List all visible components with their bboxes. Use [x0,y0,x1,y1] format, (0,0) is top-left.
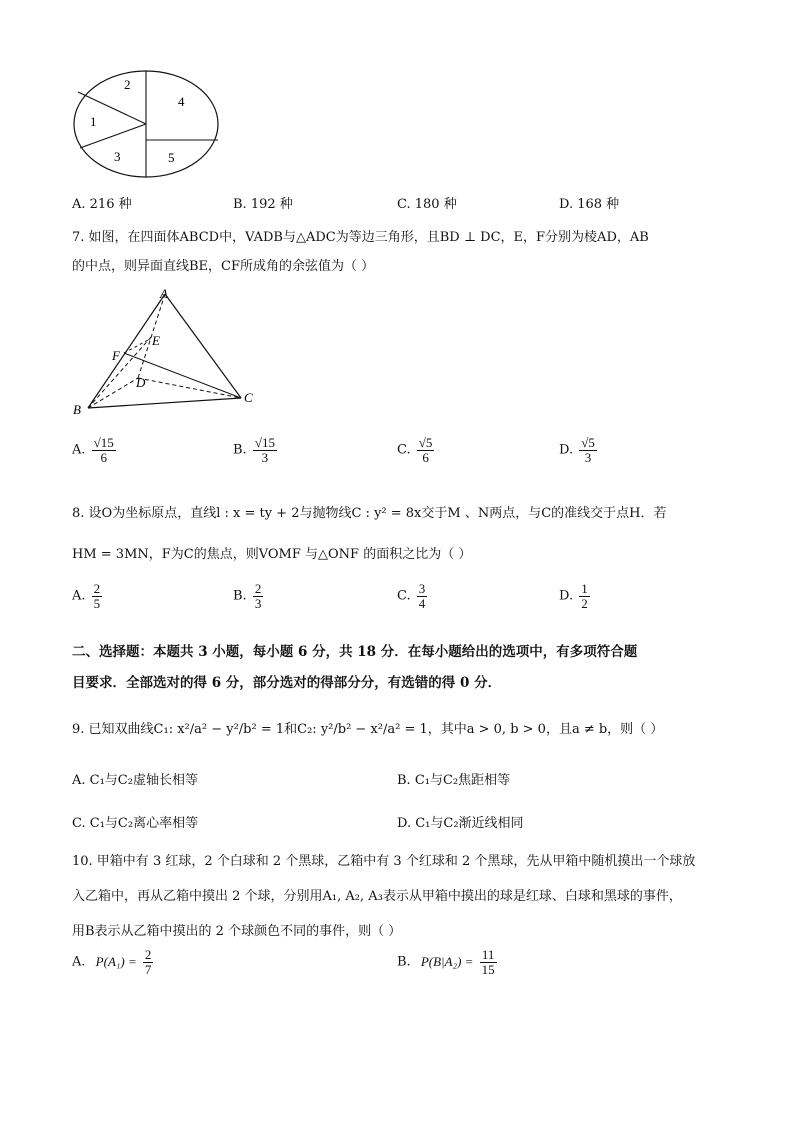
q10-option-b [397,948,499,976]
q10-option-b-den: 15 [481,961,495,977]
point-f-label: F [112,348,120,363]
q8-option-b-letter: B. [233,588,247,604]
partition-figure [70,68,222,180]
q9-option-d: D. C₁与C₂渐近线相同 [397,816,524,831]
q10-option-a-expr: P(A₁) = [95,953,137,969]
q8-option-c [397,582,429,610]
q7-option-a-den: 6 [100,449,107,465]
region-3-label: 3 [114,149,121,164]
q10-option-a-num: 2 [144,947,152,962]
q7-stem-line1: 7. 如图，在四面体ABCD中，VADB与△ADC为等边三角形，且BD ⊥ DC，E，F分别为棱AD，AB [72,230,649,245]
q10-option-b-letter: B. [397,954,411,970]
q9-stem: 9. 已知双曲线C₁: x²/a² − y²/b² = 1和C₂: y²/b² − x²/a² = 1，其中a > 0, b > 0，且a ≠ b，则（ ） [72,722,664,737]
q7-option-c [397,436,436,464]
q8-option-b-num: 2 [254,581,262,596]
q10-option-a-letter: A. [72,954,86,970]
q7-option-c-letter: C. [397,442,411,458]
q8-option-a-num: 2 [93,581,101,596]
q8-option-c-den: 4 [418,595,426,611]
q7-option-a [72,436,118,464]
q7-option-b-den: 3 [261,449,269,465]
q9-option-b: B. C₁与C₂焦距相等 [397,773,511,788]
section2-heading-line2: 目要求．全部选对的得 6 分，部分选对的得部分分，有选错的得 0 分． [72,675,502,691]
region-5-label: 5 [168,150,175,165]
q9-option-c: C. C₁与C₂离心率相等 [72,816,199,831]
q8-option-c-letter: C. [397,588,411,604]
q10-stem-line1: 10. 甲箱中有 3 红球，2 个白球和 2 个黑球，乙箱中有 3 个红球和 2 个黑球，先从甲箱中随机摸出一个球放 [72,854,696,869]
q8-option-a-den: 5 [93,595,101,611]
tetrahedron-figure [70,284,270,416]
q8-stem-line1: 8. 设O为坐标原点，直线l : x = ty + 2与抛物线C : y² = 8x交于M 、N两点，与C的准线交于点H．若 [72,506,667,521]
q7-option-b-num: √15 [254,435,275,450]
q8-option-a-letter: A. [72,588,86,604]
q10-option-b-expr: P(B|A₂) = [420,953,474,969]
vertex-a-label: A [160,286,168,301]
vertex-b-label: B [73,402,81,416]
vertex-d-label: D [136,375,146,390]
q7-option-b-letter: B. [233,442,247,458]
q8-option-d [559,582,592,610]
q10-stem-line2: 入乙箱中，再从乙箱中摸出 2 个球，分别用A₁, A₂, A₃表示从甲箱中摸出的球是红球、白球和黑球的事件， [72,889,682,904]
q8-stem-line2: HM = 3MN，F为C的焦点，则VOMF 与△ONF 的面积之比为（ ） [72,547,472,562]
q9-option-a: A. C₁与C₂虚轴长相等 [72,773,198,788]
q8-option-b-den: 3 [254,595,262,611]
region-1-label: 1 [90,114,97,129]
q7-option-c-num: √5 [418,435,433,450]
q7-option-b [233,436,279,464]
q8-option-d-den: 2 [581,595,588,611]
q10-stem-line3: 用B表示从乙箱中摸出的 2 个球颜色不同的事件，则（ ） [72,924,402,939]
q6-option-c: C. 180 种 [397,197,457,212]
q7-option-d [559,436,599,464]
q10-option-a [72,948,155,976]
point-e-label: E [152,333,160,348]
q7-option-d-den: 3 [584,449,592,465]
q7-option-d-letter: D. [559,442,574,458]
q7-option-c-den: 6 [422,449,429,465]
q10-option-b-num: 11 [480,948,497,963]
q8-option-d-num: 1 [581,581,588,596]
region-4-label: 4 [178,94,185,109]
section2-heading-line1: 二、选择题：本题共 3 小题，每小题 6 分，共 18 分．在每小题给出的选项中，有多项符合题 [72,644,638,660]
q8-option-a [72,582,104,610]
q6-option-b: B. 192 种 [233,197,293,212]
q7-stem-line2: 的中点，则异面直线BE，CF所成角的余弦值为（ ） [72,259,375,274]
q7-option-d-num: √5 [581,435,595,450]
q10-option-a-den: 7 [144,961,152,977]
q6-option-d: D. 168 种 [559,197,620,212]
q7-option-a-letter: A. [72,442,86,458]
q8-option-d-letter: D. [559,588,574,604]
region-2-label: 2 [124,77,131,92]
q8-option-c-num: 3 [418,581,426,596]
q8-option-b [233,582,265,610]
q6-option-a: A. 216 种 [72,197,132,212]
q7-option-a-num: √15 [93,435,114,450]
vertex-c-label: C [244,390,253,405]
